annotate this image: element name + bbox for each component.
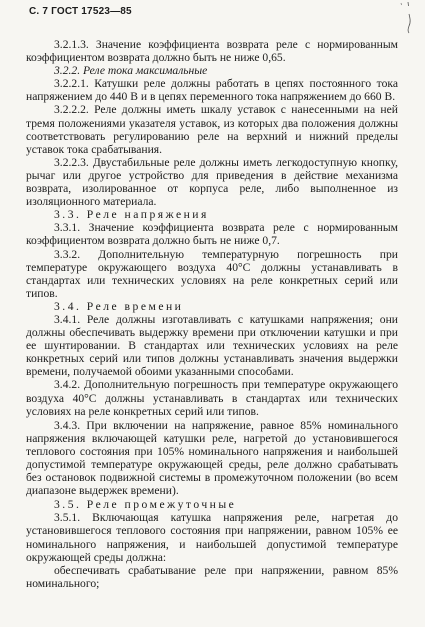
- clause-3-4-1: 3.4.1. Реле должны изготавливать с катушками напряжения; они должны обеспечивать выдержку времени при отключении катушки и при ее шунтировании. В стандартах или технических условиях на реле конкретных серий или типов должны устанавливать значения выдержки времени, получаемой обоими указанными способами.: [26, 312, 398, 379]
- clause-3-2-2-2: 3.2.2.2. Реле должны иметь шкалу уставок с нанесенными на ней тремя положениями указателя уставок, из которых два положения должны соответствовать регулированию реле на верхний и нижний пределы уставок тока срабатывания.: [26, 103, 398, 156]
- clause-3-4-3: 3.4.3. При включении на напряжение, равное 85% номинального напряжения включающей катушки реле, нагретой до установившегося теплового состояния при 105% номинального напряжения и наибольшей допустимой температуре окружающей среды, реле должно срабатывать без остановок подвижной системы в промежуточном положении (во всем диапазоне выдержек времени).: [26, 418, 398, 498]
- section-3-4-heading: 3.4. Реле времени: [54, 299, 184, 313]
- clause-3-3-2: 3.3.2. Дополнительную температурную погрешность при температуре окружающего воздуха 40°С должны устанавливать в стандартах или технических условиях на реле конкретных серий или типов.: [26, 247, 398, 300]
- section-3-5-heading: 3.5. Реле промежуточные: [54, 498, 237, 512]
- scan-mark: [396, 0, 416, 34]
- clause-3-2-1-3: 3.2.1.3. Значение коэффициента возврата реле с нормированным коэффициентом возврата должно быть не ниже 0,65.: [26, 38, 398, 65]
- clause-3-2-2-1: 3.2.2.1. Катушки реле должны работать в цепях постоянного тока напряжением до 440 В и в цепях переменного тока напряжением до 660 В.: [26, 77, 398, 104]
- section-3-2-2-heading: 3.2.2. Реле тока максимальные: [54, 64, 208, 78]
- clause-3-3-1: 3.3.1. Значение коэффициента возврата реле с нормированным коэффициентом возврата должно быть не ниже 0,7.: [26, 221, 398, 248]
- clause-3-5-1: 3.5.1. Включающая катушка напряжения реле, нагретая до установившегося теплового состояния при напряжении, равном 105% ее номинального напряжения, и наибольшей допустимой температуре окружающей среды должна:: [26, 511, 398, 564]
- clause-3-5-1-item-1: обеспечивать срабатывание реле при напряжении, равном 85% номинального;: [26, 563, 398, 590]
- section-3-3-heading: 3.3. Реле напряжения: [54, 208, 209, 222]
- page-header: С. 7 ГОСТ 17523—85: [29, 6, 132, 17]
- document-body: [26, 38, 398, 590]
- clause-3-4-2: 3.4.2. Дополнительную погрешность при температуре окружающего воздуха 40°С должны устанавливать в стандартах или технических условиях на реле конкретных серий или типов.: [26, 378, 398, 418]
- clause-3-2-2-3: 3.2.2.3. Двустабильные реле должны иметь легкодоступную кнопку, рычаг или другое устройство для приведения в действие механизма возврата, изолированное от корпуса реле, либо выполненное из изоляционного материала.: [26, 155, 398, 209]
